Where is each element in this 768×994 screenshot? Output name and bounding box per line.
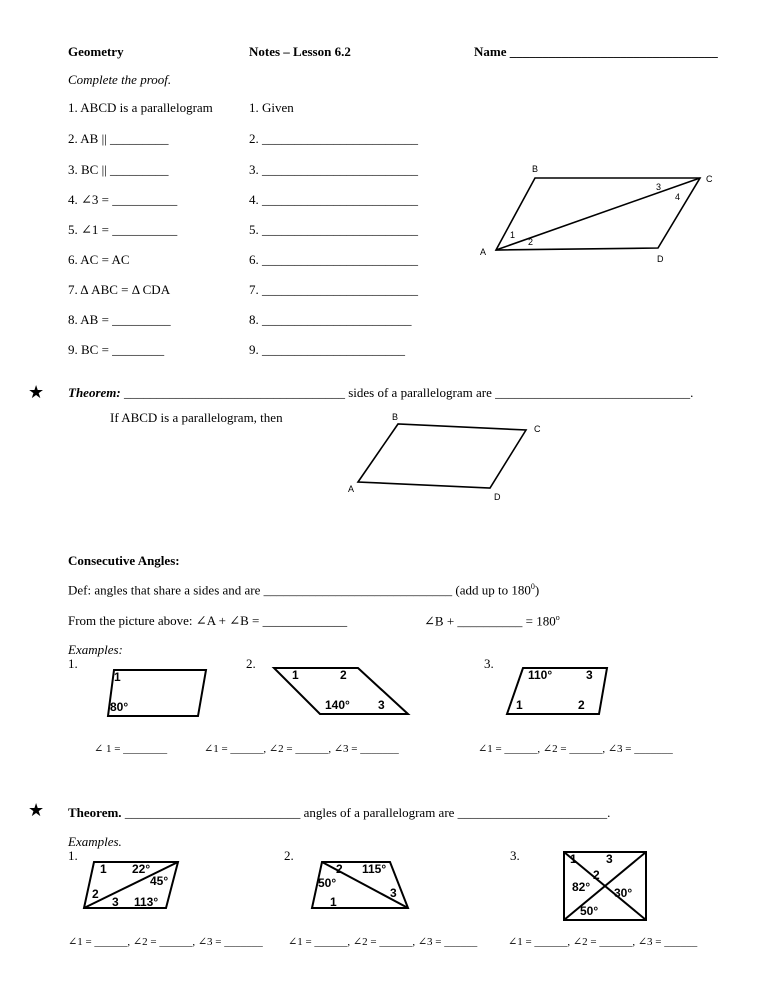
vertex-label-a: A — [480, 247, 487, 257]
angle-label: 1 — [516, 698, 523, 712]
angle-label: 1 — [330, 895, 337, 909]
answer-blanks: ∠1 = ______, ∠2 = ______, ∠3 = _______ — [478, 743, 673, 755]
angle-label: 140° — [325, 698, 350, 712]
example-number: 2. — [284, 848, 294, 863]
proof-statement: 6. AC = AC — [68, 252, 130, 267]
theorem-label: Theorem: — [68, 385, 121, 400]
instructions: Complete the proof. — [68, 72, 172, 87]
angle-sum-b-text: ∠B + __________ = 180 — [424, 613, 556, 629]
angle-label: 113° — [134, 895, 159, 909]
angle-label: 22° — [132, 862, 151, 876]
answer-blanks: ∠1 = ______, ∠2 = ______, ∠3 = ______ — [288, 936, 478, 948]
vertex-label-d: D — [494, 492, 501, 502]
theorem-subtext: If ABCD is a parallelogram, then — [110, 410, 283, 425]
vertex-label-c: C — [534, 424, 541, 434]
proof-reason: 9. ______________________ — [249, 342, 405, 357]
vertex-label-b: B — [392, 412, 399, 422]
vertex-label-b: B — [532, 164, 539, 174]
definition-end: ) — [534, 582, 540, 598]
angle-label: 1 — [292, 668, 299, 682]
proof-reason: 7. ________________________ — [249, 282, 418, 297]
theorem-text: ___________________________ angles of a parallelogram are _______________________. — [121, 805, 611, 820]
angle-sum-b — [424, 613, 560, 629]
definition-sup: 0 — [530, 582, 535, 591]
angle-sum-b-sup: o — [555, 613, 560, 622]
answer-blanks: ∠1 = ______, ∠2 = ______, ∠3 = ______ — [508, 936, 698, 948]
angle-label: 82° — [572, 880, 591, 894]
example-number: 2. — [246, 656, 256, 671]
proof-statement: 8. AB = _________ — [68, 312, 171, 327]
proof-reason: 8. _______________________ — [249, 312, 412, 327]
section-heading: Consecutive Angles: — [68, 553, 180, 568]
angle-label: 2 — [578, 698, 585, 712]
angle-label: 115° — [362, 862, 387, 876]
angle-label: 3 — [586, 668, 593, 682]
star-icon: ★ — [28, 382, 45, 402]
angle-label: 30° — [614, 886, 633, 900]
answer-blanks: ∠1 = ______, ∠2 = ______, ∠3 = _______ — [204, 743, 399, 755]
angle-sum-a-b: From the picture above: ∠A + ∠B = _____________ — [68, 613, 348, 628]
answer-blanks: ∠1 = ______, ∠2 = ______, ∠3 = _______ — [68, 936, 263, 948]
definition-text: Def: angles that share a sides and are _____________________________ (add up to 180 — [68, 582, 531, 598]
example-number: 3. — [484, 656, 494, 671]
angle-label: 3 — [390, 886, 397, 900]
lesson-title: Notes – Lesson 6.2 — [249, 44, 351, 59]
proof-statement: 2. AB || _________ — [68, 131, 169, 146]
angle-label: 110° — [528, 668, 553, 682]
proof-reason: 6. ________________________ — [249, 252, 418, 267]
angle-label: 2 — [593, 868, 600, 882]
theorem-statement — [68, 805, 610, 821]
proof-reason: 4. ________________________ — [249, 192, 418, 207]
definition — [68, 582, 539, 598]
angle-label: 1 — [100, 862, 107, 876]
example-number: 1. — [68, 848, 78, 863]
proof-reason: 5. ________________________ — [249, 222, 418, 237]
angle-label: 3 — [378, 698, 385, 712]
example-number: 1. — [68, 656, 78, 671]
answer-blanks: ∠ 1 = ________ — [94, 743, 168, 755]
angle-label: 2 — [336, 862, 343, 876]
theorem-statement — [68, 385, 693, 401]
angle-label: 1 — [570, 852, 577, 866]
proof-statement: 7. Δ ABC = Δ CDA — [68, 282, 171, 297]
proof-reason: 3. ________________________ — [249, 162, 418, 177]
angle-label: 3 — [112, 895, 119, 909]
vertex-label-c: C — [706, 174, 713, 184]
vertex-label-a: A — [348, 484, 355, 494]
examples-label: Examples. — [68, 834, 122, 849]
angle-label: 1 — [114, 670, 121, 684]
theorem-label: Theorem. — [68, 805, 122, 820]
proof-reason: 1. Given — [249, 100, 294, 115]
angle-label-2: 2 — [528, 237, 534, 247]
angle-label: 2 — [340, 668, 347, 682]
angle-label-3: 3 — [656, 182, 662, 192]
proof-statement: 9. BC = ________ — [68, 342, 165, 357]
parallelogram-figure — [340, 410, 560, 510]
angle-label: 50° — [318, 876, 337, 890]
proof-statement: 1. ABCD is a parallelogram — [68, 100, 213, 115]
angle-label: 80° — [110, 700, 129, 714]
proof-statement: 4. ∠3 = __________ — [68, 192, 178, 207]
angle-label: 2 — [92, 887, 99, 901]
name-field: Name ________________________________ — [474, 44, 718, 59]
course-title: Geometry — [68, 44, 124, 59]
example-number: 3. — [510, 848, 520, 863]
angle-label-4: 4 — [675, 192, 681, 202]
proof-statement: 3. BC || _________ — [68, 162, 169, 177]
theorem-text: __________________________________ sides of a parallelogram are ______________________________. — [120, 385, 694, 400]
angle-label-1: 1 — [510, 230, 516, 240]
proof-statement: 5. ∠1 = __________ — [68, 222, 178, 237]
angle-label: 50° — [580, 904, 599, 918]
proof-reason: 2. ________________________ — [249, 131, 418, 146]
angle-label: 45° — [150, 874, 169, 888]
parallelogram-figure-diagonal — [470, 160, 720, 270]
vertex-label-d: D — [657, 254, 664, 264]
examples-label: Examples: — [68, 642, 123, 657]
star-icon: ★ — [28, 800, 45, 820]
angle-label: 3 — [606, 852, 613, 866]
